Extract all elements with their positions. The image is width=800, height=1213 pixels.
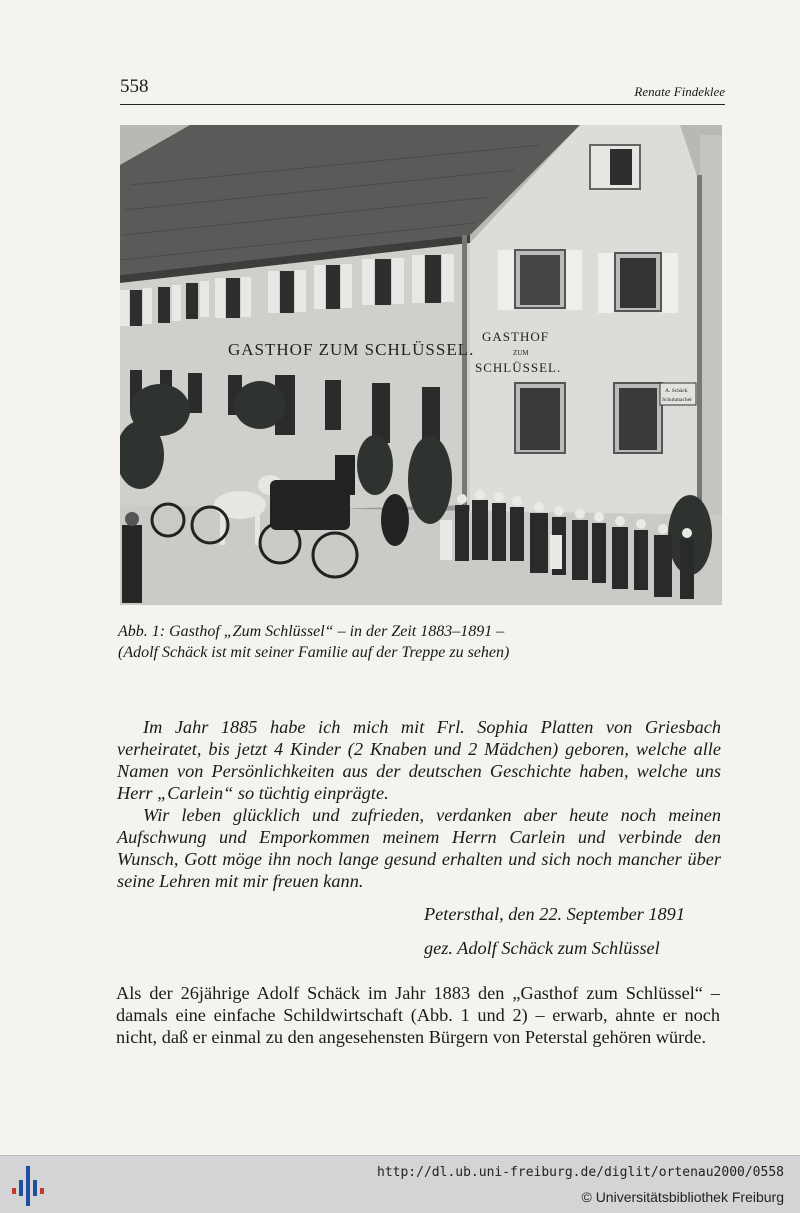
letter-place-date: Petersthal, den 22. September 1891	[424, 904, 685, 924]
letter-signature: gez. Adolf Schäck zum Schlüssel	[424, 938, 660, 958]
caption-line-2: (Adolf Schäck ist mit seiner Familie auf der Treppe zu sehen)	[118, 644, 510, 661]
photo-sign-left: GASTHOF ZUM SCHLÜSSEL.	[228, 340, 475, 359]
body-paragraph-1: Als der 26jährige Adolf Schäck im Jahr 1883 den „Gasthof zum Schlüssel“ – damals eine einfache Schildwirtschaft (Abb. 1 und 2) – erwarb, ahnte er noch nicht, daß er einmal zu den angesehensten Bürgern von Peterstal gehören würde.	[116, 983, 720, 1047]
page-number: 558	[120, 76, 149, 97]
letter-paragraph-1: Im Jahr 1885 habe ich mich mit Frl. Sophia Platten von Griesbach verheiratet, bis jetzt 4 Kinder (2 Knaben und 2 Mädchen) geboren, welche alle Namen von Persönlichkeiten aus der deutschen Geschichte haben, welche uns Herr „Carlein“ so tüchtig einprägte.	[117, 717, 721, 803]
photo-sign-right-line3: SCHLÜSSEL.	[475, 360, 562, 375]
footer-url-link[interactable]: http://dl.ub.uni-freiburg.de/diglit/ortenau2000/0558	[377, 1165, 784, 1180]
caption-line-1: Abb. 1: Gasthof „Zum Schlüssel“ – in der Zeit 1883–1891 –	[118, 623, 505, 640]
letter-paragraph-2: Wir leben glücklich und zufrieden, verdanken aber heute noch meinen Aufschwung und Emporkommen meinem Herrn Carlein und verbinde den Wunsch, Gott möge ihn noch lange gesund erhalten und sich noch mancher über seine Lehren mit mir freuen kann.	[117, 805, 721, 891]
photo-small-sign-line2: Schuhmacher	[662, 397, 692, 403]
library-footer	[0, 1155, 800, 1213]
photo-sign-right-line1: GASTHOF	[482, 329, 549, 344]
running-head-author: Renate Findeklee	[634, 84, 725, 99]
body-text	[116, 982, 720, 1048]
photo-sign-right-line2: ZUM	[513, 349, 529, 357]
photo-small-sign-line1: A. Schäck	[665, 388, 688, 394]
footer-copyright: © Universitätsbibliothek Freiburg	[581, 1189, 784, 1205]
historic-photo-gasthof	[120, 125, 722, 605]
figure-caption	[118, 621, 738, 663]
letter-excerpt	[117, 716, 721, 892]
ub-freiburg-logo-icon	[10, 1164, 50, 1208]
page-header	[120, 76, 725, 105]
